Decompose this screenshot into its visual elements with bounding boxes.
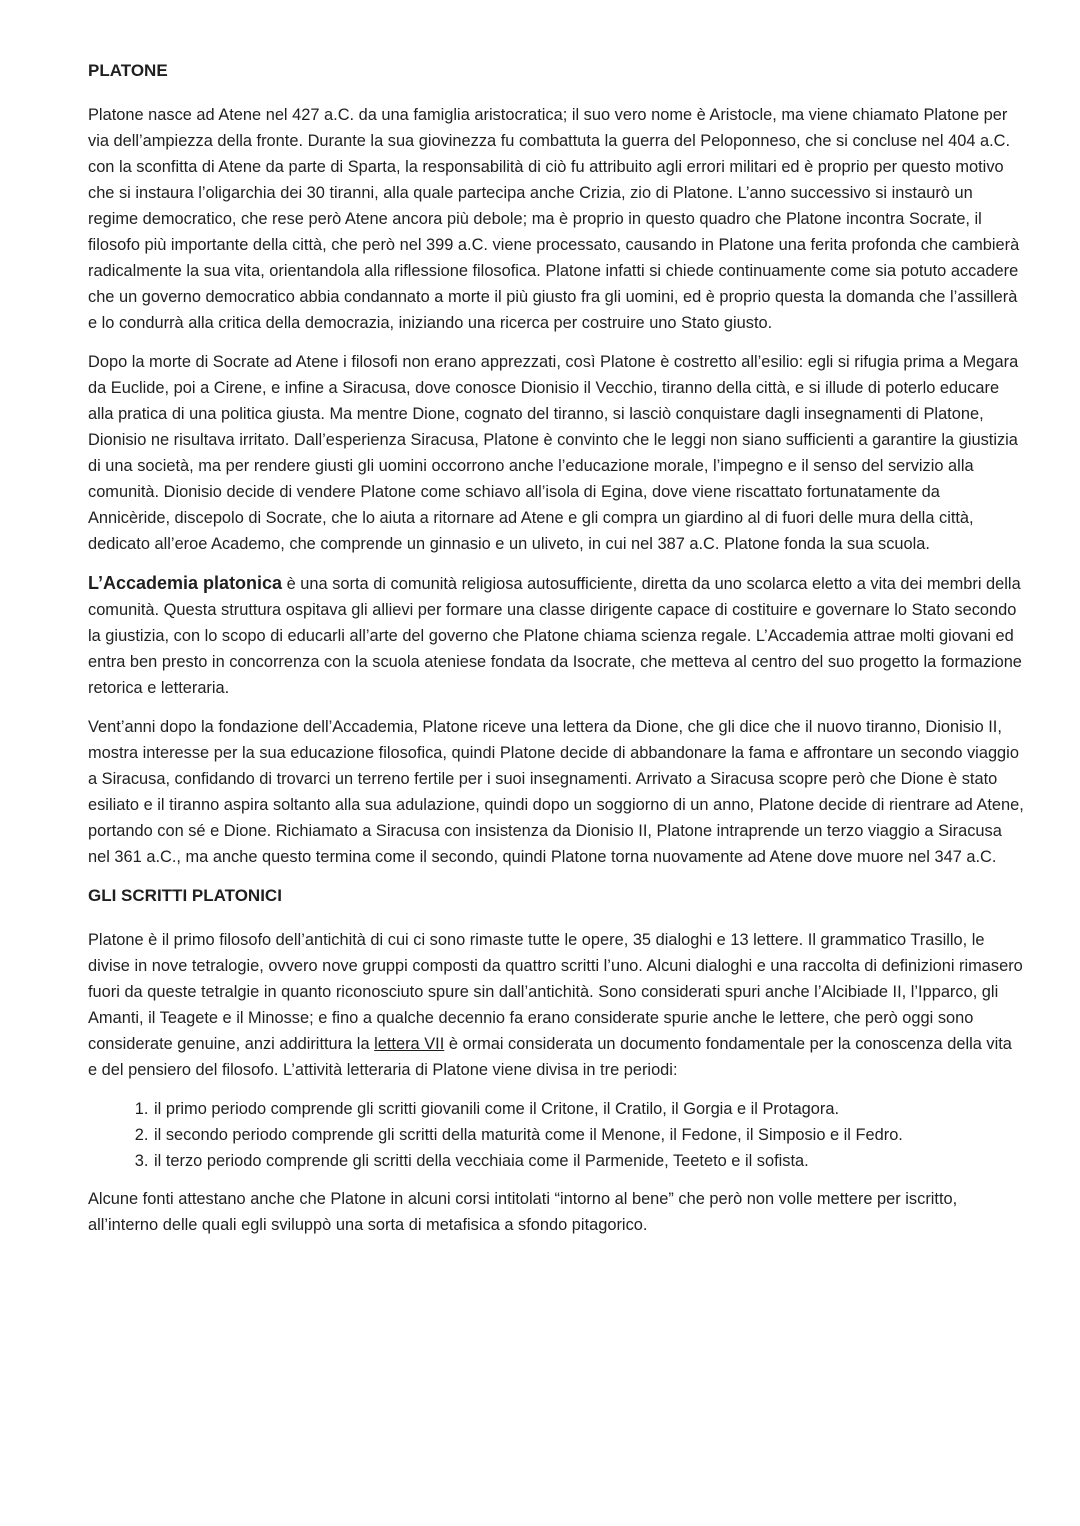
paragraph-academy [88,570,1024,701]
paragraph-later-travels: Vent’anni dopo la fondazione dell’Accademia, Platone riceve una lettera da Dione, che gli dice che il nuovo tiranno, Dionisio II, mostra interesse per la sua educazione filosofica, quindi Platone decide di abbandonare la fama e affrontare un secondo viaggio a Siracusa, confidando di trovarci un terreno fertile per i suoi insegnamenti. Arrivato a Siracusa scopre però che Dione è stato esiliato e il tiranno aspira soltanto alla sua adulazione, quindi dopo un soggiorno di un anno, Platone decide di rientrare ad Atene, portando con sé e Dione. Richiamato a Siracusa con insistenza da Dionisio II, Platone intraprende un terzo viaggio a Siracusa nel 361 a.C., ma anche questo termina come il secondo, quindi Platone torna nuovamente ad Atene dove muore nel 347 a.C. [88,718,1024,866]
paragraph-biography: Platone nasce ad Atene nel 427 a.C. da una famiglia aristocratica; il suo vero nome è Aristocle, ma viene chiamato Platone per via dell’ampiezza della fronte. Durante la sua giovinezza fu combattuta la guerra del Peloponneso, che si concluse nel 404 a.C. con la sconfitta di Atene da parte di Sparta, la responsabilità di ciò fu attribuito agli errori militari ed è proprio per questo motivo che si instaura l’oligarchia dei 30 tiranni, alla quale partecipa anche Crizia, zio di Platone. L’anno successivo si instaurò un regime democratico, che rese però Atene ancora più debole; ma è proprio in questo quadro che Platone incontra Socrate, il filosofo più importante della città, che però nel 399 a.C. viene processato, causando in Platone una ferita profonda che cambierà radicalmente la sua vita, orientandola alla riflessione filosofica. Platone infatti si chiede continuamente come sia potuto accadere che un governo democratico abbia condannato a morte il più giusto fra gli uomini, ed è proprio questa la domanda che l’assillerà e lo condurrà alla critica della democrazia, iniziando una ricerca per costruire uno Stato giusto. [88,106,1020,332]
document-page [88,58,1024,1251]
academy-text: è una sorta di comunità religiosa autosufficiente, diretta da uno scolarca eletto a vita dei membri della comunità. Questa struttura ospitava gli allievi per formare una classe dirigente capace di costituire e governare lo Stato secondo la giustizia, con lo scopo di educarli all’arte del governo che Platone chiama scienza regale. L’Accademia attrae molti giovani ed entra ben presto in concorrenza con la scuola ateniese fondata da Isocrate, che metteva al centro del suo progetto la formazione retorica e letteraria. [88,575,1022,697]
paragraph-writings [88,927,1024,1083]
paragraph-exile: Dopo la morte di Socrate ad Atene i filosofi non erano apprezzati, così Platone è costretto all’esilio: egli si rifugia prima a Megara da Euclide, poi a Cirene, e infine a Siracusa, dove conosce Dionisio il Vecchio, tiranno della città, e si illude di poterlo educare alla pratica di una politica giusta. Ma mentre Dione, cognato del tiranno, si lasciò conquistare dagli insegnamenti di Platone, Dionisio ne risultava irritato. Dall’esperienza Siracusa, Platone è convinto che le leggi non siano sufficienti a garantire la giustizia di una società, ma per rendere giusti gli uomini occorrono anche l’educazione morale, l’impegno e il senso del servizio alla comunità. Dionisio decide di vendere Platone come schiavo all’isola di Egina, dove viene riscattato fortunatamente da Annicèride, discepolo di Socrate, che lo aiuta a ritornare ad Atene e gli compra un giardino al di fuori delle mura della città, dedicato all’eroe Academo, che comprende un ginnasio e un uliveto, in cui nel 387 a.C. Platone fonda la sua scuola. [88,353,1019,553]
lettera-vii-link[interactable]: lettera VII [374,1035,445,1053]
academy-term: L’Accademia platonica [88,573,283,593]
writings-text-1: Platone è il primo filosofo dell’antichità di cui ci sono rimaste tutte le opere, 35 dialoghi e 13 lettere. Il grammatico Trasillo, le divise in nove tetralogie, ovvero nove gruppi composti da quattro scritti l’uno. Alcuni dialoghi e una raccolta di definizioni rimasero fuori da queste tetralgie in quanto riconosciuto spure sin dall’antichità. Sono considerati spuri anche l’Alcibiade II, l’Ipparco, gli Amanti, il Teagete e il Minosse; e fino a qualche decennio fa erano considerate spurie anche le lettere, che però oggi sono considerate genuine, anzi addirittura la [88,931,1023,1053]
list-item: 3. il terzo periodo comprende gli scritti della vecchiaia come il Parmenide, Teeteto e il sofista. [153,1148,1024,1174]
list-item: 2. il secondo periodo comprende gli scritti della maturità come il Menone, il Fedone, il Simposio e il Fedro. [153,1122,1024,1148]
section-heading-writings: GLI SCRITTI PLATONICI [88,886,282,905]
page-title: PLATONE [88,61,168,80]
list-item: 1. il primo periodo comprende gli scritti giovanili come il Critone, il Cratilo, il Gorgia e il Protagora. [153,1096,1024,1122]
writings-text-2: è ormai considerata un documento fondamentale per la conoscenza della vita e del pensiero del filosofo. L’attività letteraria di Platone viene divisa in tre periodi: [88,1035,1012,1079]
paragraph-unwritten-doctrines: Alcune fonti attestano anche che Platone in alcuni corsi intitolati “intorno al bene” che però non volle mettere per iscritto, all’interno delle quali egli sviluppò una sorta di metafisica a sfondo pitagorico. [88,1190,958,1234]
periods-list [88,1096,1024,1174]
